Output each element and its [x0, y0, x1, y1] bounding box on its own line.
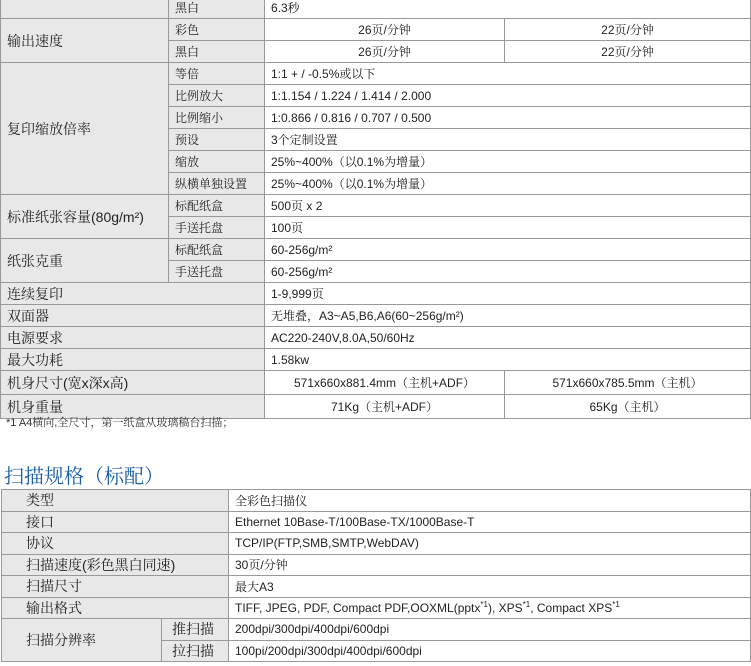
table-row [2, 597, 751, 619]
spec-sub-label: 缩放 [169, 151, 265, 173]
spec-value: 200dpi/300dpi/400dpi/600dpi [229, 619, 751, 641]
spec-value: 500页 x 2 [265, 195, 751, 217]
table-row [1, 283, 751, 305]
spec-value: 60-256g/m² [265, 261, 751, 283]
table-row [1, 327, 751, 349]
spec-category: 类型 [2, 490, 229, 512]
spec-sub-label: 纵横单独设置 [169, 173, 265, 195]
spec-sub-label: 黑白 [169, 41, 265, 63]
spec-value: 最大A3 [229, 576, 751, 598]
spec-value: 60-256g/m² [265, 239, 751, 261]
format-text-b: ), XPS [487, 601, 523, 616]
spec-value: 100pi/200dpi/300dpi/400dpi/600dpi [229, 640, 751, 662]
spec-value: AC220-240V,8.0A,50/60Hz [265, 327, 751, 349]
table-row [1, 19, 751, 41]
table-row [1, 371, 751, 395]
footnote-mark: *1 [612, 600, 620, 610]
spec-value: 30页/分钟 [229, 554, 751, 576]
spec-value [229, 597, 751, 619]
spec-value: Ethernet 10Base-T/100Base-TX/1000Base-T [229, 511, 751, 533]
spec-category: 扫描尺寸 [2, 576, 229, 598]
spec-value: 1:0.866 / 0.816 / 0.707 / 0.500 [265, 107, 751, 129]
spec-value: 100页 [265, 217, 751, 239]
table-row [1, 239, 751, 261]
table-row [2, 511, 751, 533]
spec-value: 1-9,999页 [265, 283, 751, 305]
table-row [2, 533, 751, 555]
spec-value: 1:1 + / -0.5%或以下 [265, 63, 751, 85]
spec-category: 最大功耗 [1, 349, 265, 371]
footnote-mark: *1 [522, 600, 531, 610]
spec-category: 输出速度 [1, 19, 169, 63]
spec-sub-label: 比例放大 [169, 85, 265, 107]
spec-category: 连续复印 [1, 283, 265, 305]
spec-value: 1:1.154 / 1.224 / 1.414 / 2.000 [265, 85, 751, 107]
spec-value: 全彩色扫描仪 [229, 490, 751, 512]
spec-value: 26页/分钟 [265, 41, 505, 63]
spec-value: 6.3秒 [265, 0, 751, 19]
spec-value: 65Kg（主机） [505, 395, 751, 419]
footnote-mark: *1 [480, 600, 488, 610]
spec-sub-label: 标配纸盒 [169, 239, 265, 261]
spec-sub-label: 手送托盘 [169, 261, 265, 283]
table-row [1, 63, 751, 85]
spec-value: 25%~400%（以0.1%为增量） [265, 151, 751, 173]
spec-value: 71Kg（主机+ADF） [265, 395, 505, 419]
table-row [2, 619, 751, 641]
table-row [2, 490, 751, 512]
spec-sub-label: 比例缩小 [169, 107, 265, 129]
spec-category: 复印缩放倍率 [1, 63, 169, 195]
spec-value: 571x660x881.4mm（主机+ADF） [265, 371, 505, 395]
spec-category: 扫描速度(彩色黑白同速) [2, 554, 229, 576]
format-text-a: TIFF, JPEG, PDF, Compact PDF,OOXML(pptx [235, 601, 481, 616]
spec-category: 机身尺寸(宽x深x高) [1, 371, 265, 395]
spec-category: 扫描分辨率 [2, 619, 162, 662]
spec-sub-label: 黑白 [169, 0, 265, 19]
spec-sub-label: 等倍 [169, 63, 265, 85]
spec-category: 电源要求 [1, 327, 265, 349]
scan-spec-table [1, 489, 751, 662]
spec-value: 26页/分钟 [265, 19, 505, 41]
table-row [2, 576, 751, 598]
format-text-c: , Compact XPS [530, 601, 613, 616]
spec-value: 3个定制设置 [265, 129, 751, 151]
spec-category: 纸张克重 [1, 239, 169, 283]
section-title: 扫描规格（标配） [4, 466, 164, 488]
table-row [1, 349, 751, 371]
spec-category: 机身重量 [1, 395, 265, 419]
spec-value: TCP/IP(FTP,SMB,SMTP,WebDAV) [229, 533, 751, 555]
spec-category: 双面器 [1, 305, 265, 327]
spec-value: 25%~400%（以0.1%为增量） [265, 173, 751, 195]
spec-sub-label: 推扫描 [162, 619, 229, 641]
table-row [1, 0, 751, 19]
footnote: *1 A4横向,全尺寸，第一纸盒从玻璃稿台扫描； [6, 417, 234, 429]
spec-category: 标准纸张容量(80g/m²) [1, 195, 169, 239]
spec-sub-label: 手送托盘 [169, 217, 265, 239]
spec-sub-label: 预设 [169, 129, 265, 151]
spec-category: 接口 [2, 511, 229, 533]
table-row [2, 554, 751, 576]
spec-category [1, 0, 169, 19]
spec-value: 22页/分钟 [505, 19, 751, 41]
spec-sub-label: 彩色 [169, 19, 265, 41]
spec-value: 22页/分钟 [505, 41, 751, 63]
spec-category: 协议 [2, 533, 229, 555]
table-row [1, 305, 751, 327]
table-row [1, 195, 751, 217]
spec-value: 1.58kw [265, 349, 751, 371]
spec-category: 输出格式 [2, 597, 229, 619]
spec-sub-label: 拉扫描 [162, 640, 229, 662]
spec-sub-label: 标配纸盒 [169, 195, 265, 217]
spec-value: 无堆叠，A3~A5,B6,A6(60~256g/m²) [265, 305, 751, 327]
spec-value: 571x660x785.5mm（主机） [505, 371, 751, 395]
